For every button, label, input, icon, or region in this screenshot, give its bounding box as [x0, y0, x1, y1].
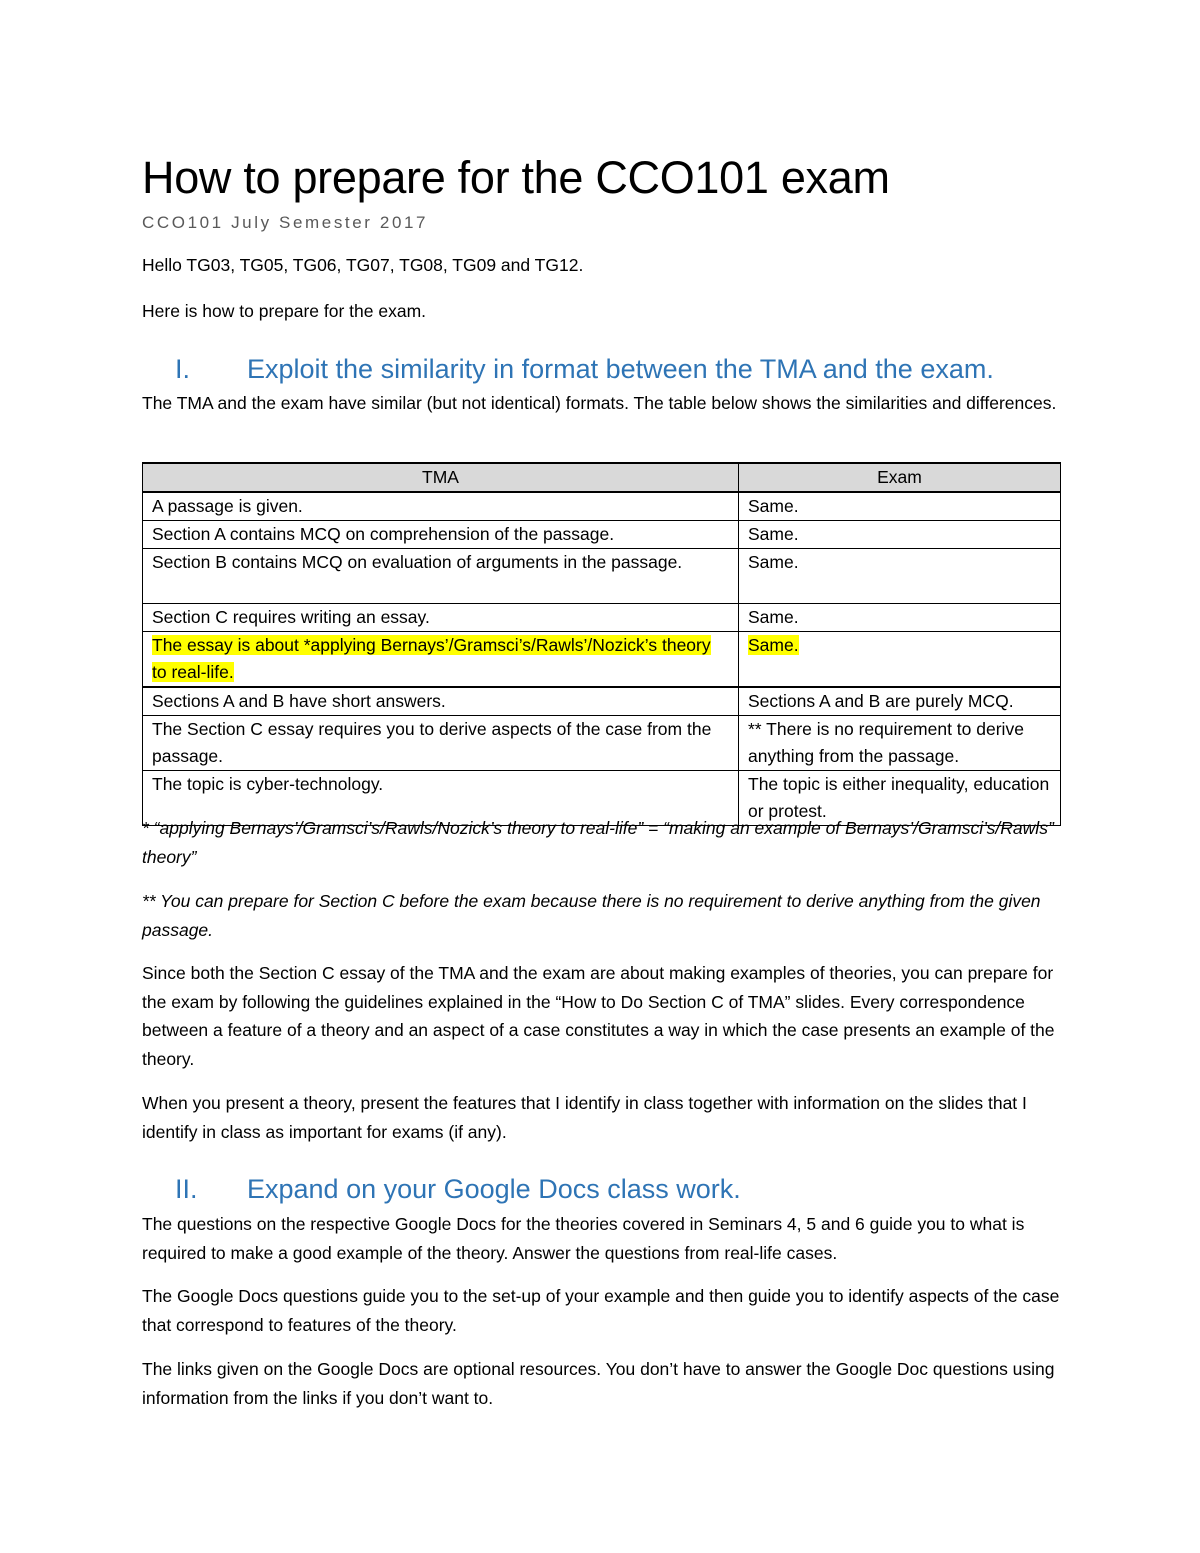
- highlighted-text: Same.: [748, 635, 799, 655]
- table-header-row: [143, 463, 1061, 492]
- table-cell: Section A contains MCQ on comprehension of the passage.: [143, 521, 739, 549]
- footnote-applying: * “applying Bernays’/Gramsci’s/Rawls/Nozick’s theory to real-life” = “making an example of Bernays’/Gramsci’s/Rawls” theory”: [142, 818, 1054, 867]
- table-cell-highlighted: [739, 632, 1061, 688]
- table-cell: Same.: [739, 521, 1061, 549]
- table-cell: Section C requires writing an essay.: [143, 604, 739, 632]
- table-cell: The Section C essay requires you to derive aspects of the case from the passage.: [143, 716, 739, 771]
- table-cell: Same.: [739, 604, 1061, 632]
- section-1-title: Exploit the similarity in format between the TMA and the exam.: [247, 354, 994, 384]
- table-row-highlighted: [143, 632, 1061, 688]
- highlighted-text: The essay is about *applying Bernays’/Gramsci’s/Rawls’/Nozick’s theory to real-life.: [152, 635, 711, 682]
- table-cell: Same.: [739, 492, 1061, 521]
- table-cell: ** There is no requirement to derive anything from the passage.: [739, 716, 1061, 771]
- table-cell: Sections A and B have short answers.: [143, 687, 739, 716]
- table-cell: The topic is either inequality, education or protest.: [739, 771, 1061, 826]
- paragraph-when: When you present a theory, present the features that I identify in class together with information on the slides that I identify in class as important for exams (if any).: [142, 1093, 1027, 1142]
- table-cell-highlighted: [143, 632, 739, 688]
- table-row: [143, 687, 1061, 716]
- section-2-paragraph-3: The links given on the Google Docs are optional resources. You don’t have to answer the Google Doc questions using information from the links if you don’t want to.: [142, 1359, 1055, 1408]
- table-cell: Section B contains MCQ on evaluation of arguments in the passage.: [143, 549, 739, 604]
- section-1-paragraph: The TMA and the exam have similar (but not identical) formats. The table below shows the similarities and differences.: [142, 393, 1057, 413]
- section-2-number: II.: [175, 1174, 198, 1204]
- greeting-paragraph: Hello TG03, TG05, TG06, TG07, TG08, TG09 and TG12.: [142, 255, 584, 275]
- table-row: [143, 549, 1061, 604]
- page-title: How to prepare for the CCO101 exam: [142, 152, 890, 203]
- footnote-prepare: ** You can prepare for Section C before the exam because there is no requirement to derive anything from the given passage.: [142, 891, 1041, 940]
- table-row: [143, 716, 1061, 771]
- table-header-tma: TMA: [143, 463, 739, 492]
- table-row: [143, 521, 1061, 549]
- section-1-number: I.: [175, 354, 191, 384]
- intro-paragraph: Here is how to prepare for the exam.: [142, 301, 427, 321]
- section-2-paragraph-2: The Google Docs questions guide you to the set-up of your example and then guide you to identify aspects of the case that correspond to features of the theory.: [142, 1286, 1060, 1335]
- table-cell: Sections A and B are purely MCQ.: [739, 687, 1061, 716]
- table-row: [143, 604, 1061, 632]
- table-row: [143, 492, 1061, 521]
- table-header-exam: Exam: [739, 463, 1061, 492]
- page-subtitle: CCO101 July Semester 2017: [142, 213, 429, 232]
- table-cell: A passage is given.: [143, 492, 739, 521]
- section-2-paragraph-1: The questions on the respective Google Docs for the theories covered in Seminars 4, 5 and 6 guide you to what is required to make a good example of the theory. Answer the questions from real-life cases.: [142, 1214, 1025, 1263]
- table-cell: Same.: [739, 549, 1061, 604]
- section-2-title: Expand on your Google Docs class work.: [247, 1174, 741, 1204]
- table-cell: The topic is cyber-technology.: [143, 771, 739, 826]
- paragraph-since: Since both the Section C essay of the TMA and the exam are about making examples of theories, you can prepare for the exam by following the guidelines explained in the “How to Do Section C of TMA” slides. Every correspondence between a feature of a theory and an aspect of a case constitutes a way in which the case presents an example of the theory.: [142, 963, 1055, 1069]
- comparison-table: [142, 462, 1061, 826]
